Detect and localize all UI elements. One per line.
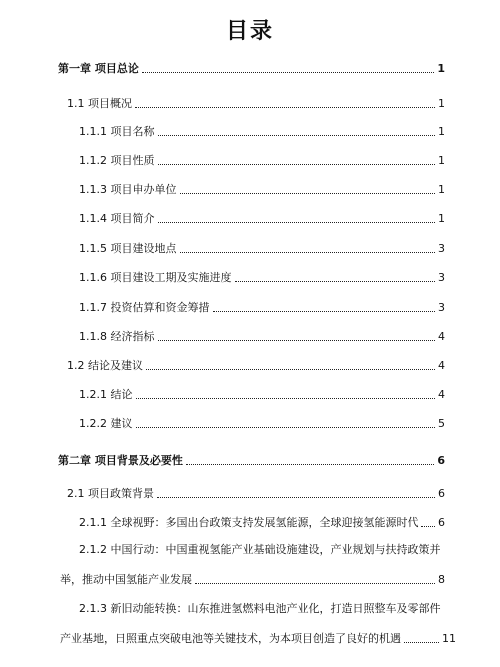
toc-entry-label: 1.1.5 项目建设地点 — [79, 242, 177, 255]
toc-entry-label: 1.2 结论及建议 — [67, 359, 143, 372]
toc-entry-label: 1.1.4 项目简介 — [79, 212, 155, 225]
dot-leader — [135, 106, 435, 108]
toc-entry-ch1[interactable] — [58, 60, 445, 76]
dot-leader — [213, 310, 436, 312]
toc-entry-page: 4 — [438, 330, 445, 343]
toc-entry-page: 8 — [438, 573, 445, 586]
toc-entry-label: 第一章 项目总论 — [58, 62, 139, 75]
toc-entry-label: 1.1 项目概况 — [67, 97, 132, 110]
toc-entry-label: 2.1 项目政策背景 — [67, 487, 154, 500]
toc-entry-page: 6 — [438, 487, 445, 500]
toc-entry-label: 2.1.1 全球视野：多国出台政策支持发展氢能源，全球迎接氢能源时代 — [79, 516, 419, 529]
dot-leader — [146, 368, 435, 370]
toc-entry-label: 1.1.3 项目申办单位 — [79, 183, 177, 196]
toc-entry-page: 4 — [438, 359, 445, 372]
dot-leader — [158, 221, 436, 223]
dot-leader — [235, 280, 436, 282]
toc-entry-page: 1 — [438, 125, 445, 138]
toc-entry-page: 3 — [438, 271, 445, 284]
dot-leader — [158, 339, 436, 341]
toc-entry-page: 4 — [438, 388, 445, 401]
toc-entry-label: 1.2.2 建议 — [79, 417, 133, 430]
dot-leader — [158, 163, 436, 165]
toc-entry-label: 2.1.2 中国行动：中国重视氢能产业基础设施建设，产业规划与扶持政策并 — [79, 543, 441, 556]
toc-entry-1-1-6[interactable] — [79, 269, 445, 285]
dot-leader — [195, 582, 435, 584]
dot-leader — [158, 134, 436, 136]
toc-entry-page: 6 — [437, 454, 445, 467]
toc-entry-2-1-1[interactable] — [79, 514, 445, 530]
toc-entry-1-1-8[interactable] — [79, 328, 445, 344]
toc-entry-page: 6 — [438, 516, 445, 529]
dot-leader — [404, 641, 439, 643]
toc-entry-label: 1.1.2 项目性质 — [79, 154, 155, 167]
toc-entry-1-1-1[interactable] — [79, 123, 445, 139]
toc-entry-page: 5 — [438, 417, 445, 430]
toc-entry-label: 第二章 项目背景及必要性 — [58, 454, 183, 467]
toc-entry-label: 1.1.8 经济指标 — [79, 330, 155, 343]
dot-leader — [421, 525, 435, 527]
toc-entry-label: 举，推动中国氢能产业发展 — [60, 573, 192, 586]
toc-entry-page: 1 — [438, 97, 445, 110]
toc-entry-label: 1.1.7 投资估算和资金筹措 — [79, 301, 210, 314]
toc-entry-label: 1.1.6 项目建设工期及实施进度 — [79, 271, 232, 284]
toc-entry-1-1-3[interactable] — [79, 181, 445, 197]
toc-entry-page: 11 — [442, 632, 456, 645]
toc-entry-2-1-3-line2[interactable] — [60, 630, 456, 646]
toc-entry-1-2-2[interactable] — [79, 415, 445, 431]
dot-leader — [136, 397, 436, 399]
toc-entry-page: 1 — [438, 183, 445, 196]
page-title: 目录 — [225, 18, 274, 44]
toc-entry-2-1[interactable] — [67, 485, 445, 501]
toc-entry-1-1-5[interactable] — [79, 240, 445, 256]
toc-entry-ch2[interactable] — [58, 452, 445, 468]
toc-entry-label: 1.1.1 项目名称 — [79, 125, 155, 138]
toc-entry-1-1[interactable] — [67, 95, 445, 111]
toc-entry-1-1-2[interactable] — [79, 152, 445, 168]
toc-entry-2-1-2-line2[interactable] — [60, 571, 445, 587]
toc-entry-page: 3 — [438, 242, 445, 255]
toc-entry-page: 1 — [438, 154, 445, 167]
dot-leader — [136, 426, 436, 428]
toc-entry-1-2-1[interactable] — [79, 386, 445, 402]
toc-entry-2-1-3-line1[interactable] — [79, 602, 445, 618]
toc-entry-label: 2.1.3 新旧动能转换：山东推进氢燃料电池产业化，打造日照整车及零部件 — [79, 602, 441, 615]
dot-leader — [180, 192, 436, 194]
toc-entry-page: 1 — [437, 62, 445, 75]
toc-entry-label: 1.2.1 结论 — [79, 388, 133, 401]
toc-entry-2-1-2-line1[interactable] — [79, 543, 445, 559]
dot-leader — [157, 496, 435, 498]
dot-leader — [180, 251, 436, 253]
toc-entry-label: 产业基地，日照重点突破电池等关键技术，为本项目创造了良好的机遇 — [60, 632, 401, 645]
toc-entry-page: 3 — [438, 301, 445, 314]
toc-entry-page: 1 — [438, 212, 445, 225]
toc-entry-1-1-7[interactable] — [79, 299, 445, 315]
toc-entry-1-1-4[interactable] — [79, 210, 445, 226]
dot-leader — [186, 463, 435, 465]
toc-entry-1-2[interactable] — [67, 357, 445, 373]
dot-leader — [142, 71, 435, 73]
